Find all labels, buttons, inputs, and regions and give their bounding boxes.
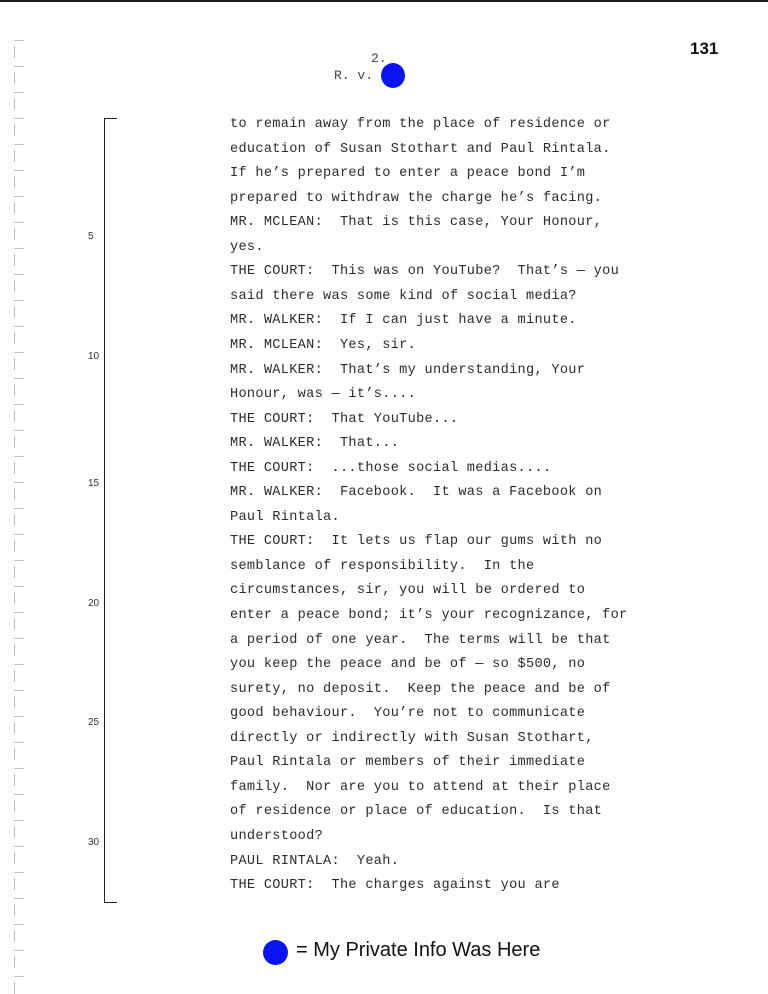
transcript-line: Paul Rintala or members of their immediate bbox=[230, 755, 586, 771]
line-number: 25 bbox=[88, 717, 100, 728]
binder-tick bbox=[14, 456, 24, 457]
binder-mark bbox=[14, 306, 27, 318]
transcript-line: MR. WALKER: That’s my understanding, Your bbox=[230, 362, 586, 378]
binder-tick bbox=[14, 326, 24, 327]
binder-tick bbox=[14, 378, 24, 379]
transcript-line: to remain away from the place of residence or bbox=[230, 117, 611, 132]
transcript-line: of residence or place of education. Is that bbox=[230, 804, 603, 820]
transcript-line: THE COURT: ...those social medias.... bbox=[230, 460, 552, 476]
binder-tick bbox=[14, 196, 24, 197]
binder-mark bbox=[14, 540, 27, 552]
legend-text: = My Private Info Was Here bbox=[296, 939, 541, 961]
binder-tick bbox=[14, 560, 24, 561]
transcript-line: PAUL RINTALA: Yeah. bbox=[230, 853, 400, 869]
line-number: 30 bbox=[88, 837, 100, 848]
binder-tick bbox=[14, 638, 24, 639]
binder-mark bbox=[14, 462, 27, 474]
binder-tick bbox=[14, 820, 24, 821]
binder-tick bbox=[14, 482, 24, 483]
binder-mark bbox=[14, 98, 27, 110]
transcript-line: Paul Rintala. bbox=[230, 509, 340, 525]
binder-mark bbox=[14, 124, 27, 136]
binder-tick bbox=[14, 144, 24, 145]
transcript-line: yes. bbox=[230, 239, 264, 255]
transcript-line: circumstances, sir, you will be ordered to bbox=[230, 583, 586, 599]
binder-tick bbox=[14, 300, 24, 301]
binder-tick bbox=[14, 976, 24, 977]
line-number: 20 bbox=[88, 598, 100, 609]
binder-tick bbox=[14, 742, 24, 743]
header-number: 2. bbox=[371, 51, 387, 66]
binder-mark bbox=[14, 410, 27, 422]
binder-mark bbox=[14, 280, 27, 292]
binder-mark bbox=[14, 618, 27, 630]
binder-mark bbox=[14, 748, 27, 760]
transcript-line: MR. WALKER: That... bbox=[230, 436, 400, 452]
binder-tick bbox=[14, 716, 24, 717]
binder-tick bbox=[14, 534, 24, 535]
binder-tick bbox=[14, 898, 24, 899]
transcript-line: prepared to withdraw the charge he’s facing. bbox=[230, 190, 603, 206]
binder-mark bbox=[14, 982, 27, 994]
transcript-line: enter a peace bond; it’s your recognizance, for bbox=[230, 608, 628, 623]
binder-tick bbox=[14, 248, 24, 249]
binder-tick bbox=[14, 430, 24, 431]
binder-mark bbox=[14, 332, 27, 344]
binder-mark bbox=[14, 774, 27, 786]
transcript-line: directly or indirectly with Susan Stothart, bbox=[230, 730, 594, 746]
transcript-line: MR. WALKER: Facebook. It was a Facebook on bbox=[230, 485, 603, 501]
binder-tick bbox=[14, 508, 24, 509]
transcript-line: semblance of responsibility. In the bbox=[230, 558, 535, 574]
binder-mark bbox=[14, 930, 27, 942]
redaction-dot bbox=[381, 63, 405, 88]
binder-mark bbox=[14, 358, 27, 370]
transcript-line: THE COURT: This was on YouTube? That’s — you bbox=[230, 264, 620, 280]
binder-mark bbox=[14, 644, 27, 656]
binder-mark bbox=[14, 150, 27, 162]
transcript-line: If he’s prepared to enter a peace bond I’m bbox=[230, 166, 586, 182]
page-number: 131 bbox=[690, 39, 719, 58]
binder-tick bbox=[14, 768, 24, 769]
binder-tick bbox=[14, 586, 24, 587]
binder-tick bbox=[14, 274, 24, 275]
binder-mark bbox=[14, 670, 27, 682]
binder-mark bbox=[14, 826, 27, 838]
binder-mark bbox=[14, 904, 27, 916]
transcript-line: MR. WALKER: If I can just have a minute. bbox=[230, 313, 577, 329]
binder-mark bbox=[14, 514, 27, 526]
transcript-line: MR. MCLEAN: That is this case, Your Honour, bbox=[230, 215, 603, 231]
transcript-line: THE COURT: It lets us flap our gums with no bbox=[230, 534, 603, 550]
transcript-line: THE COURT: The charges against you are bbox=[230, 878, 560, 894]
binder-tick bbox=[14, 40, 24, 41]
margin-bracket bbox=[104, 118, 117, 903]
binder-tick bbox=[14, 92, 24, 93]
binder-mark bbox=[14, 592, 27, 604]
binder-tick bbox=[14, 794, 24, 795]
binder-mark bbox=[14, 852, 27, 864]
binder-mark bbox=[14, 566, 27, 578]
binder-tick bbox=[14, 66, 24, 67]
binder-tick bbox=[14, 664, 24, 665]
binder-tick bbox=[14, 846, 24, 847]
transcript-line: education of Susan Stothart and Paul Rintala. bbox=[230, 141, 611, 157]
binder-tick bbox=[14, 222, 24, 223]
transcript-line: a period of one year. The terms will be that bbox=[230, 632, 611, 648]
binder-tick bbox=[14, 118, 24, 119]
binder-tick bbox=[14, 924, 24, 925]
transcript-line: Honour, was — it’s.... bbox=[230, 387, 417, 403]
binder-mark bbox=[14, 878, 27, 890]
transcript-line: good behaviour. You’re not to communicate bbox=[230, 706, 586, 722]
binder-mark bbox=[14, 722, 27, 734]
header-case-caption: R. v. bbox=[334, 68, 374, 83]
binder-tick bbox=[14, 872, 24, 873]
line-number: 15 bbox=[88, 478, 100, 489]
binder-mark bbox=[14, 202, 27, 214]
transcript-line: MR. MCLEAN: Yes, sir. bbox=[230, 337, 417, 353]
binder-tick bbox=[14, 690, 24, 691]
transcript-line: understood? bbox=[230, 828, 324, 844]
page-top-rule bbox=[0, 0, 768, 2]
binder-mark bbox=[14, 436, 27, 448]
binder-mark bbox=[14, 72, 27, 84]
binder-mark bbox=[14, 384, 27, 396]
binder-mark bbox=[14, 254, 27, 266]
transcript-line: family. Nor are you to attend at their place bbox=[230, 779, 611, 795]
binder-tick bbox=[14, 404, 24, 405]
binder-tick bbox=[14, 950, 24, 951]
binder-mark bbox=[14, 956, 27, 968]
binder-mark bbox=[14, 228, 27, 240]
transcript-line: THE COURT: That YouTube... bbox=[230, 411, 459, 427]
binder-mark bbox=[14, 46, 27, 58]
binder-tick bbox=[14, 170, 24, 171]
binder-mark bbox=[14, 176, 27, 188]
binder-tick bbox=[14, 612, 24, 613]
binder-mark bbox=[14, 696, 27, 708]
transcript-line: said there was some kind of social media? bbox=[230, 288, 577, 304]
line-number: 5 bbox=[88, 231, 94, 242]
binder-mark bbox=[14, 800, 27, 812]
legend-dot bbox=[263, 940, 288, 965]
binder-tick bbox=[14, 352, 24, 353]
transcript-line: surety, no deposit. Keep the peace and be of bbox=[230, 681, 611, 697]
transcript-line: you keep the peace and be of — so $500, no bbox=[230, 657, 586, 673]
line-number: 10 bbox=[88, 351, 100, 362]
binder-mark bbox=[14, 488, 27, 500]
